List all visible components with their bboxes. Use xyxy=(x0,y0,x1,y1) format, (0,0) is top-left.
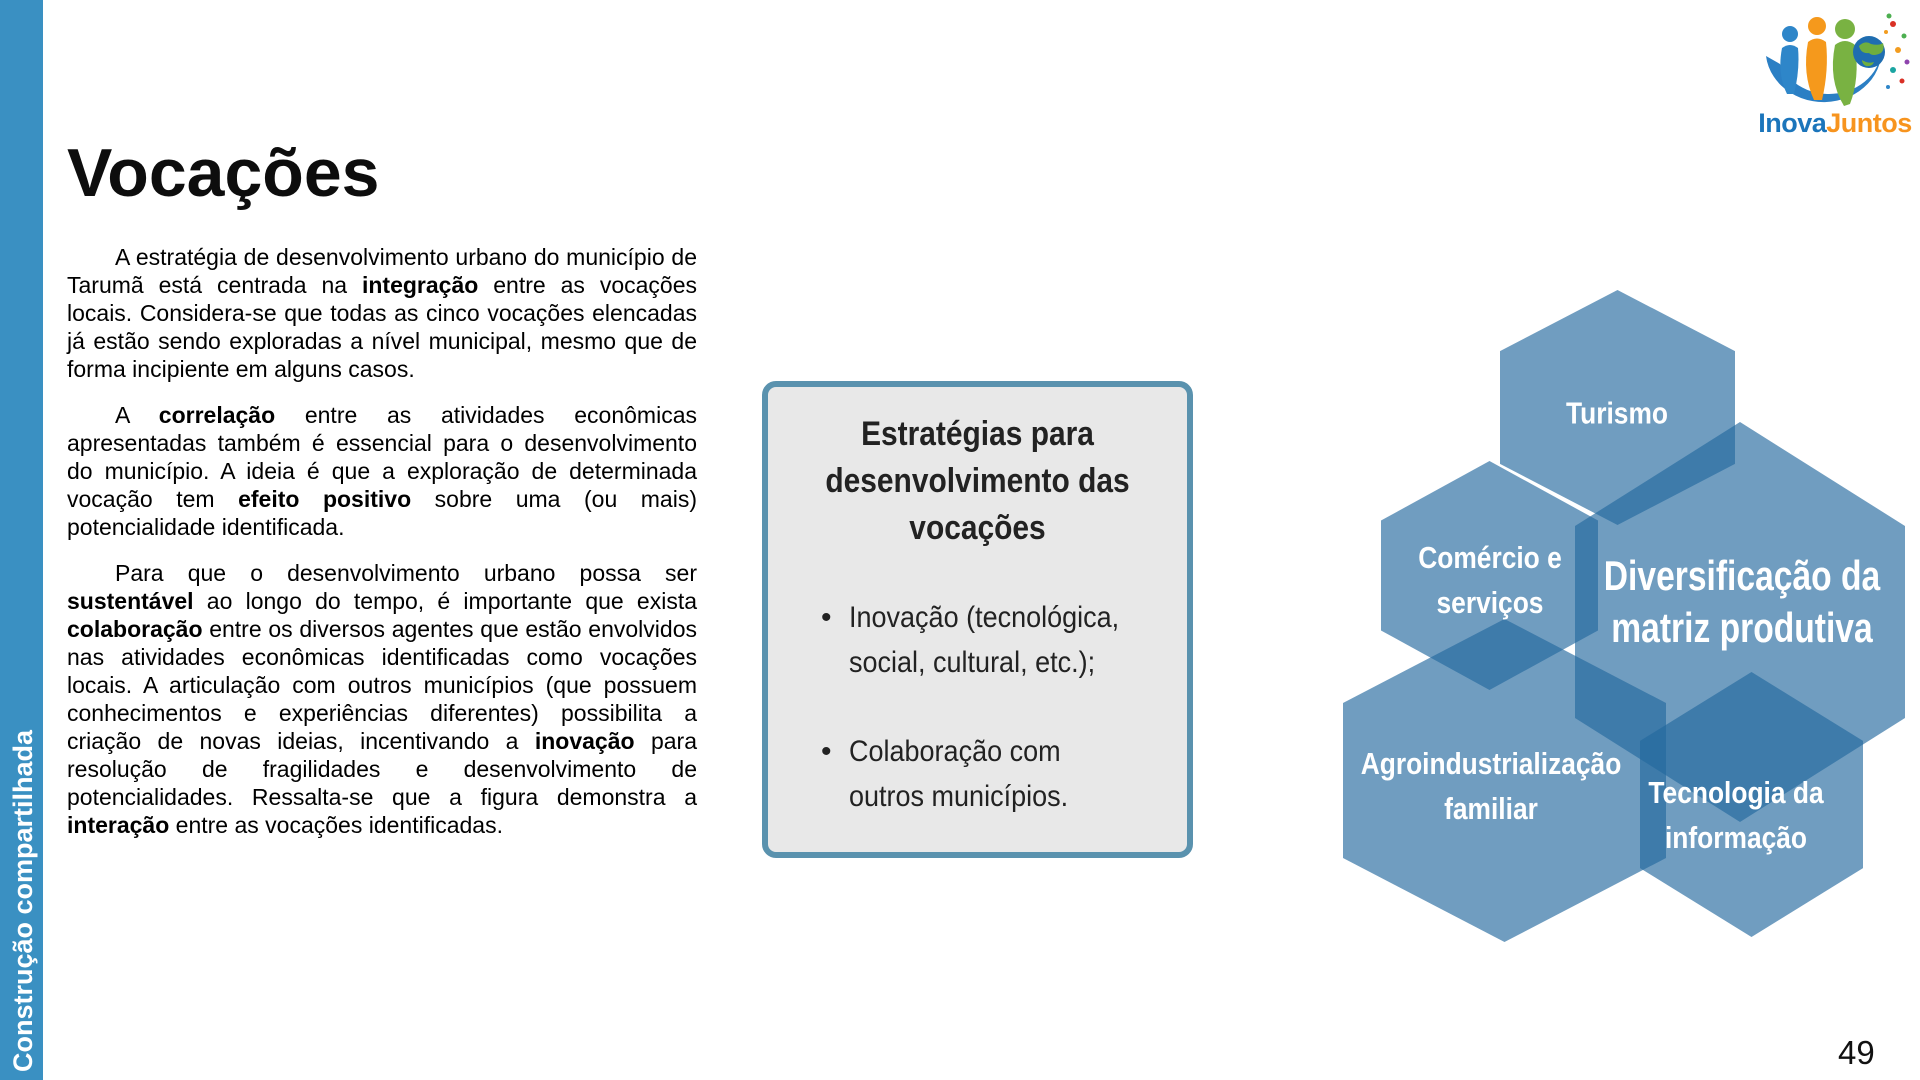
strategies-box xyxy=(762,381,1193,858)
list-item xyxy=(821,595,1187,685)
paragraph-2: A correlação entre as atividades econômicas apresentadas também é essencial para o desenvolvimento do município. A ideia é que a exploração de determinada vocação tem efeito positivo sobre uma (ou mais) potencialidade identificada. xyxy=(67,402,697,540)
hexagon-label-agroindustrializacao: Agroindustrialização familiar xyxy=(1360,746,1622,826)
strategy-item-text: Inovação (tecnológica, social, cultural, etc.); xyxy=(849,601,1120,679)
page-title: Vocações xyxy=(67,134,380,211)
strategies-box-title: Estratégias para desenvolvimento das vocações xyxy=(825,415,1130,547)
sidebar-vertical-label: Construção compartilhada xyxy=(8,729,38,1072)
hexagon-label-diversificacao-matriz: Diversificação da matriz produtiva xyxy=(1603,552,1881,651)
hexagon-label-tecnologia-informacao: Tecnologia da informação xyxy=(1648,775,1824,855)
strategies-list xyxy=(768,595,1187,819)
inovajuntos-logo xyxy=(1756,8,1914,140)
left-accent-bar xyxy=(0,0,43,1080)
body-text-column xyxy=(67,243,697,857)
paragraph-3: Para que o desenvolvimento urbano possa ser sustentável ao longo do tempo, é importante que exista colaboração entre os diversos agentes que estão envolvidos nas atividades econômicas identificadas como vocações locais. A articulação com outros municípios (que possuem conhecimentos e experiências diferentes) possibilita a criação de novas ideias, incentivando a inovação para resolução de fragilidades e desenvolvimento de potencialidades. Ressalta-se que a figura demonstra a interação entre as vocações identificadas. xyxy=(67,560,697,838)
bullet-icon: • xyxy=(821,601,832,634)
logo-text-inova: Inova xyxy=(1758,108,1827,138)
logo-text-juntos: Juntos xyxy=(1826,108,1912,138)
strategy-item-text: Colaboração com outros municípios. xyxy=(849,735,1069,813)
inovajuntos-logo-text xyxy=(1756,108,1914,139)
hexagon-label-comercio-servicos: Comércio e serviços xyxy=(1418,540,1562,620)
hexagon-label-turismo: Turismo xyxy=(1566,395,1668,431)
paragraph-1: A estratégia de desenvolvimento urbano do município de Tarumã está centrada na integração entre as vocações locais. Considera-se que todas as cinco vocações elencadas já estão sendo exploradas a nível municipal, mesmo que de forma incipiente em alguns casos. xyxy=(67,244,697,382)
vocations-hexagon-diagram xyxy=(1330,230,1920,980)
inovajuntos-logo-icon xyxy=(1756,8,1914,112)
page-number: 49 xyxy=(1838,1034,1875,1071)
bullet-icon: • xyxy=(821,735,832,768)
list-item xyxy=(821,729,1187,819)
